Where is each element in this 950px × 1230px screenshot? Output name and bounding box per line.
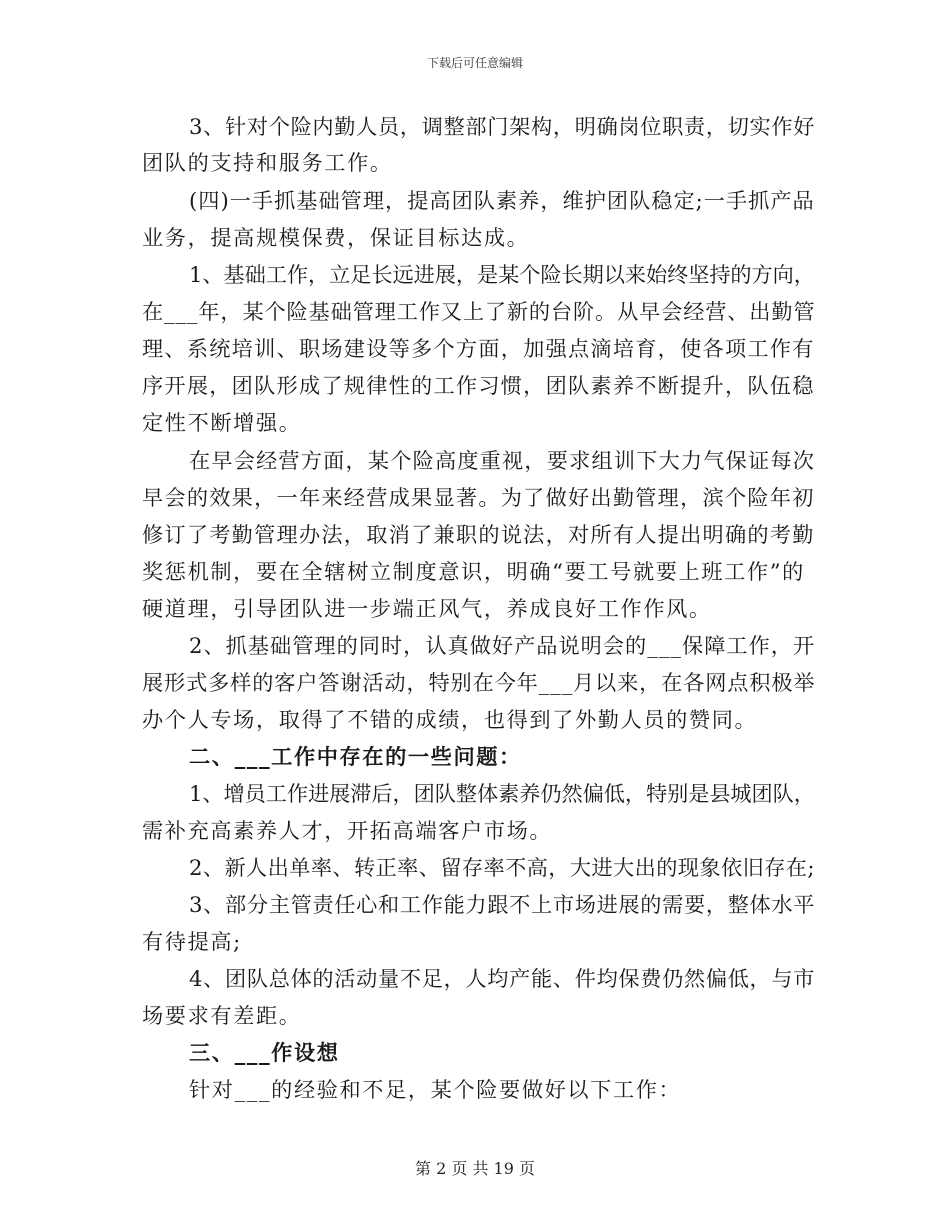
page-header: 下载后可任意编辑 [426, 56, 523, 70]
section-heading-3: 三、___作设想 [189, 1040, 340, 1065]
body-line-2: 团队的支持和服务工作。 [142, 150, 393, 175]
body-line-7: 理、系统培训、职场建设等多个方面，加强点滴培育，使各项工作有 [142, 336, 815, 361]
body-line-14: 硬道理，引导团队进一步端正风气，养成良好工作作风。 [142, 596, 712, 621]
body-line-24: 4、团队总体的活动量不足，人均产能、件均保费仍然偏低，与市 [189, 966, 816, 991]
body-line-13: 奖惩机制，要在全辖树立制度意识，明确“要工号就要上班工作”的 [142, 559, 805, 584]
body-line-27: 针对___的经验和不足，某个险要做好以下工作： [189, 1077, 682, 1102]
body-line-15: 2、抓基础管理的同时，认真做好产品说明会的___保障工作，开 [189, 633, 816, 658]
body-line-10: 在早会经营方面，某个险高度重视，要求组训下大力气保证每次 [189, 448, 816, 473]
body-line-11: 早会的效果，一年来经营成果显著。为了做好出勤管理，滨个险年初 [142, 485, 815, 510]
page-footer: 第 2 页 共 19 页 [415, 1159, 535, 1178]
body-line-3: (四)一手抓基础管理，提高团队素养，维护团队稳定;一手抓产品 [189, 188, 815, 213]
body-line-6: 在___年，某个险基础管理工作又上了新的台阶。从早会经营、出勤管 [142, 299, 816, 324]
section-heading-2: 二、___工作中存在的一些问题： [189, 744, 522, 769]
body-line-4: 业务，提高规模保费，保证目标达成。 [142, 225, 530, 250]
body-line-9: 定性不断增强。 [142, 410, 302, 435]
body-line-1: 3、针对个险内勤人员，调整部门架构，明确岗位职责，切实作好 [189, 114, 816, 139]
body-line-8: 序开展，团队形成了规律性的工作习惯，团队素养不断提升，队伍稳 [142, 373, 815, 398]
body-line-12: 修订了考勤管理办法，取消了兼职的说法，对所有人提出明确的考勤 [142, 522, 815, 547]
body-line-22: 3、部分主管责任心和工作能力跟不上市场进展的需要，整体水平 [189, 892, 816, 917]
body-line-16: 展形式多样的客户答谢活动，特别在今年___月以来，在各网点积极举 [142, 670, 816, 695]
body-line-21: 2、新人出单率、转正率、留存率不高，大进大出的现象依旧存在; [189, 855, 815, 880]
body-line-19: 1、增员工作进展滞后，团队整体素养仍然偏低，特别是县城团队， [189, 781, 815, 806]
body-line-17: 办个人专场，取得了不错的成绩，也得到了外勤人员的赞同。 [142, 707, 758, 732]
body-line-23: 有待提高; [142, 929, 242, 954]
body-line-20: 需补充高素养人才，开拓高端客户市场。 [142, 818, 553, 843]
body-line-5: 1、基础工作，立足长远进展，是某个险长期以来始终坚持的方向， [189, 262, 815, 287]
body-line-25: 场要求有差距。 [142, 1003, 302, 1028]
